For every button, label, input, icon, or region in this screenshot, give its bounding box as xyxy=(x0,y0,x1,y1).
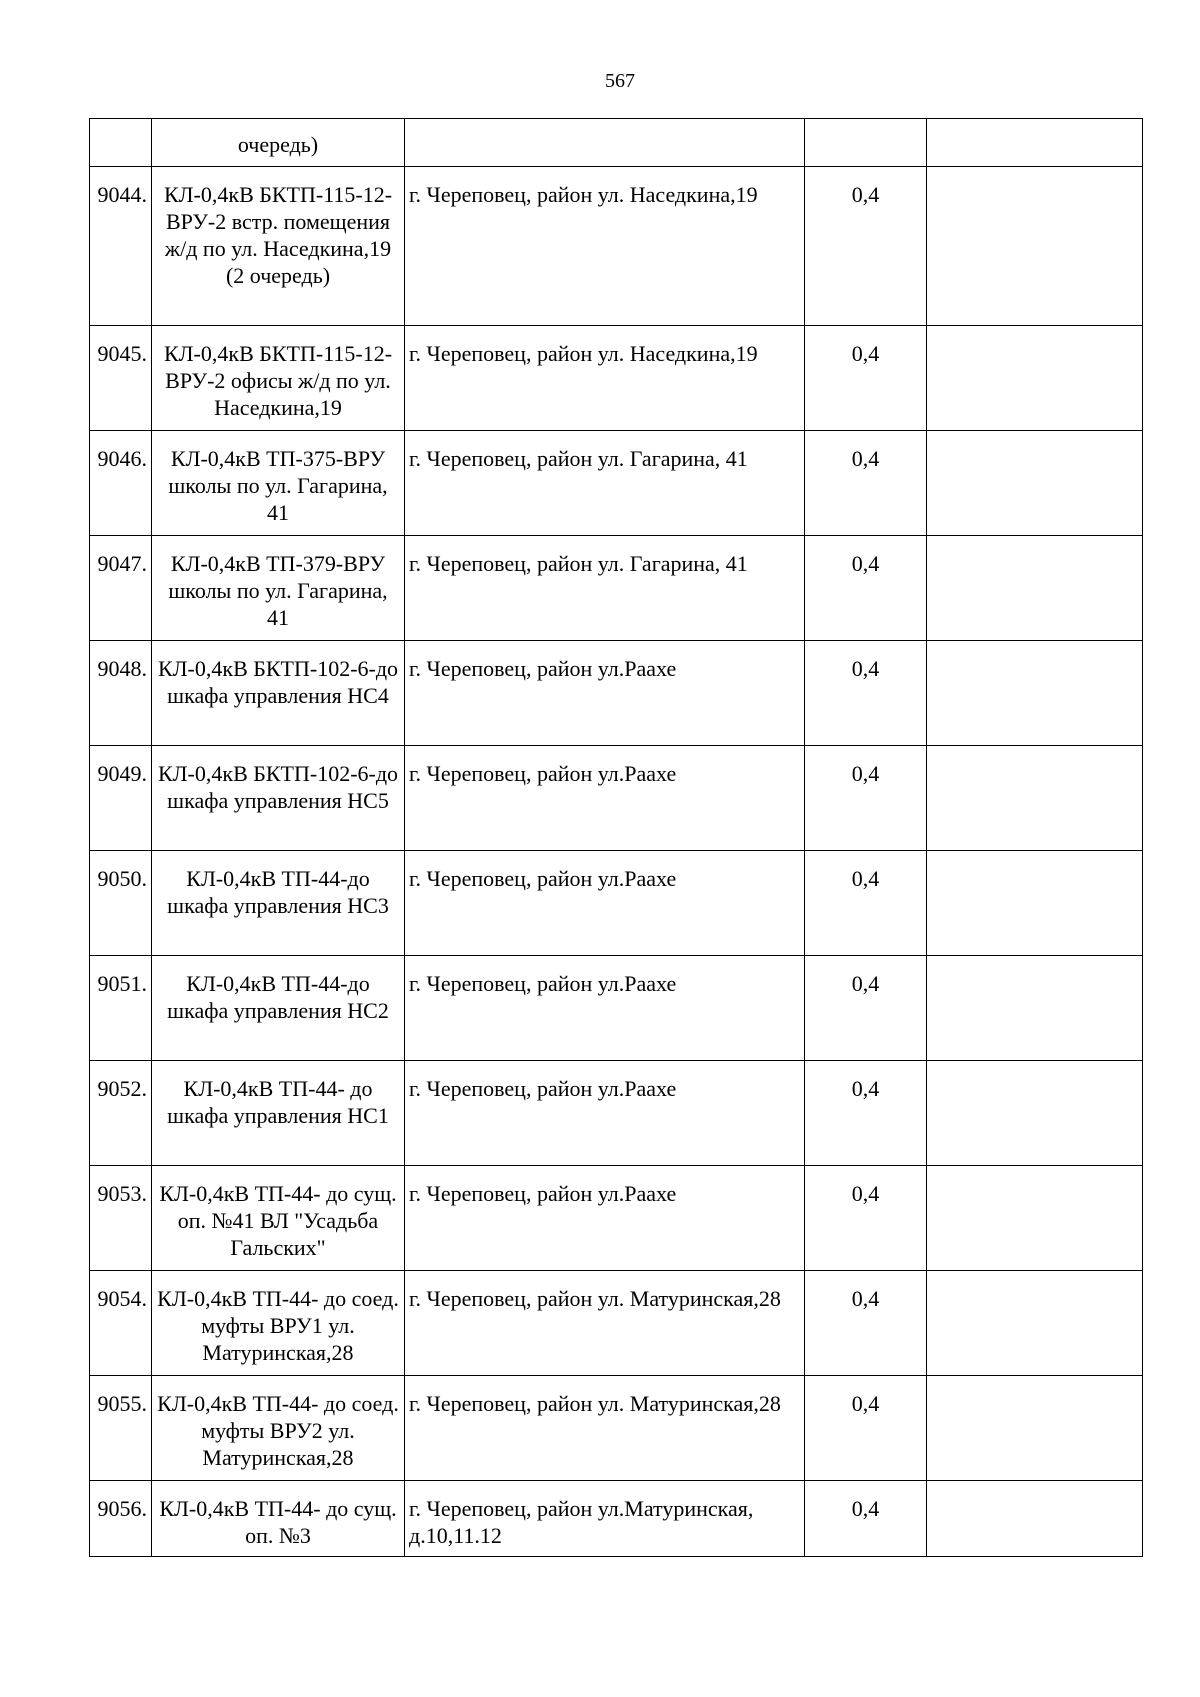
extra-cell xyxy=(927,119,1143,167)
line-name-cell: КЛ-0,4кВ БКТП-115-12-ВРУ-2 офисы ж/д по ул. Наседкина,19 xyxy=(152,326,405,431)
line-name-cell: КЛ-0,4кВ БКТП-102-6-до шкафа управления НС5 xyxy=(152,746,405,851)
table-row xyxy=(90,641,1143,746)
address-cell: г. Череповец, район ул.Раахе xyxy=(405,746,805,851)
line-name-cell: КЛ-0,4кВ ТП-44- до соед. муфты ВРУ1 ул. Матуринская,28 xyxy=(152,1271,405,1376)
table-row xyxy=(90,956,1143,1061)
address-cell xyxy=(405,119,805,167)
address-cell: г. Череповец, район ул.Раахе xyxy=(405,851,805,956)
row-number-cell: 9045. xyxy=(90,326,152,431)
row-number-cell: 9044. xyxy=(90,167,152,326)
voltage-cell: 0,4 xyxy=(805,1061,927,1166)
voltage-cell: 0,4 xyxy=(805,1166,927,1271)
table-row xyxy=(90,326,1143,431)
voltage-cell: 0,4 xyxy=(805,536,927,641)
line-name-cell: КЛ-0,4кВ БКТП-102-6-до шкафа управления НС4 xyxy=(152,641,405,746)
extra-cell xyxy=(927,641,1143,746)
extra-cell xyxy=(927,326,1143,431)
extra-cell xyxy=(927,1376,1143,1481)
voltage-cell: 0,4 xyxy=(805,1376,927,1481)
extra-cell xyxy=(927,431,1143,536)
line-name-cell: КЛ-0,4кВ ТП-44-до шкафа управления НС3 xyxy=(152,851,405,956)
row-number-cell: 9048. xyxy=(90,641,152,746)
voltage-cell: 0,4 xyxy=(805,431,927,536)
voltage-cell: 0,4 xyxy=(805,956,927,1061)
voltage-cell: 0,4 xyxy=(805,167,927,326)
voltage-cell: 0,4 xyxy=(805,1271,927,1376)
row-number-cell: 9046. xyxy=(90,431,152,536)
voltage-cell: 0,4 xyxy=(805,1481,927,1557)
extra-cell xyxy=(927,1271,1143,1376)
voltage-cell: 0,4 xyxy=(805,641,927,746)
table-row xyxy=(90,1061,1143,1166)
row-number-cell: 9050. xyxy=(90,851,152,956)
table-row xyxy=(90,1481,1143,1557)
address-cell: г. Череповец, район ул. Наседкина,19 xyxy=(405,167,805,326)
address-cell: г. Череповец, район ул.Раахе xyxy=(405,956,805,1061)
extra-cell xyxy=(927,1061,1143,1166)
row-number-cell: 9051. xyxy=(90,956,152,1061)
extra-cell xyxy=(927,956,1143,1061)
extra-cell xyxy=(927,1166,1143,1271)
line-name-cell: КЛ-0,4кВ ТП-44- до сущ. оп. №41 ВЛ "Усадьба Гальских" xyxy=(152,1166,405,1271)
line-name-cell: КЛ-0,4кВ ТП-44- до соед. муфты ВРУ2 ул. Матуринская,28 xyxy=(152,1376,405,1481)
table-row xyxy=(90,851,1143,956)
extra-cell xyxy=(927,536,1143,641)
line-name-cell: КЛ-0,4кВ ТП-44- до сущ. оп. №3 xyxy=(152,1481,405,1557)
row-number-cell: 9055. xyxy=(90,1376,152,1481)
row-number-cell: 9056. xyxy=(90,1481,152,1557)
table-row xyxy=(90,167,1143,326)
row-number-cell: 9054. xyxy=(90,1271,152,1376)
extra-cell xyxy=(927,746,1143,851)
line-name-cell: очередь) xyxy=(152,119,405,167)
table-row xyxy=(90,1166,1143,1271)
voltage-cell: 0,4 xyxy=(805,326,927,431)
table-row xyxy=(90,431,1143,536)
address-cell: г. Череповец, район ул. Матуринская,28 xyxy=(405,1376,805,1481)
row-number-cell: 9047. xyxy=(90,536,152,641)
address-cell: г. Череповец, район ул. Гагарина, 41 xyxy=(405,536,805,641)
address-cell: г. Череповец, район ул. Матуринская,28 xyxy=(405,1271,805,1376)
line-name-cell: КЛ-0,4кВ ТП-44- до шкафа управления НС1 xyxy=(152,1061,405,1166)
extra-cell xyxy=(927,1481,1143,1557)
table-row xyxy=(90,1271,1143,1376)
line-name-cell: КЛ-0,4кВ ТП-375-ВРУ школы по ул. Гагарина, 41 xyxy=(152,431,405,536)
line-name-cell: КЛ-0,4кВ ТП-379-ВРУ школы по ул. Гагарина, 41 xyxy=(152,536,405,641)
table-row xyxy=(90,746,1143,851)
table-row xyxy=(90,536,1143,641)
address-cell: г. Череповец, район ул.Раахе xyxy=(405,641,805,746)
row-number-cell: 9052. xyxy=(90,1061,152,1166)
voltage-cell: 0,4 xyxy=(805,851,927,956)
address-cell: г. Череповец, район ул.Раахе xyxy=(405,1061,805,1166)
extra-cell xyxy=(927,851,1143,956)
line-name-cell: КЛ-0,4кВ БКТП-115-12-ВРУ-2 встр. помещения ж/д по ул. Наседкина,19 (2 очередь) xyxy=(152,167,405,326)
address-cell: г. Череповец, район ул.Раахе xyxy=(405,1166,805,1271)
page-number: 567 xyxy=(605,70,635,92)
row-number-cell: 9053. xyxy=(90,1166,152,1271)
table-row xyxy=(90,1376,1143,1481)
table-row xyxy=(90,119,1143,167)
voltage-cell xyxy=(805,119,927,167)
address-cell: г. Череповец, район ул.Матуринская, д.10,11.12 xyxy=(405,1481,805,1557)
voltage-cell: 0,4 xyxy=(805,746,927,851)
address-cell: г. Череповец, район ул. Наседкина,19 xyxy=(405,326,805,431)
cable-line-registry-table xyxy=(89,118,1143,1557)
row-number-cell xyxy=(90,119,152,167)
line-name-cell: КЛ-0,4кВ ТП-44-до шкафа управления НС2 xyxy=(152,956,405,1061)
row-number-cell: 9049. xyxy=(90,746,152,851)
extra-cell xyxy=(927,167,1143,326)
table-body xyxy=(90,119,1143,1557)
address-cell: г. Череповец, район ул. Гагарина, 41 xyxy=(405,431,805,536)
